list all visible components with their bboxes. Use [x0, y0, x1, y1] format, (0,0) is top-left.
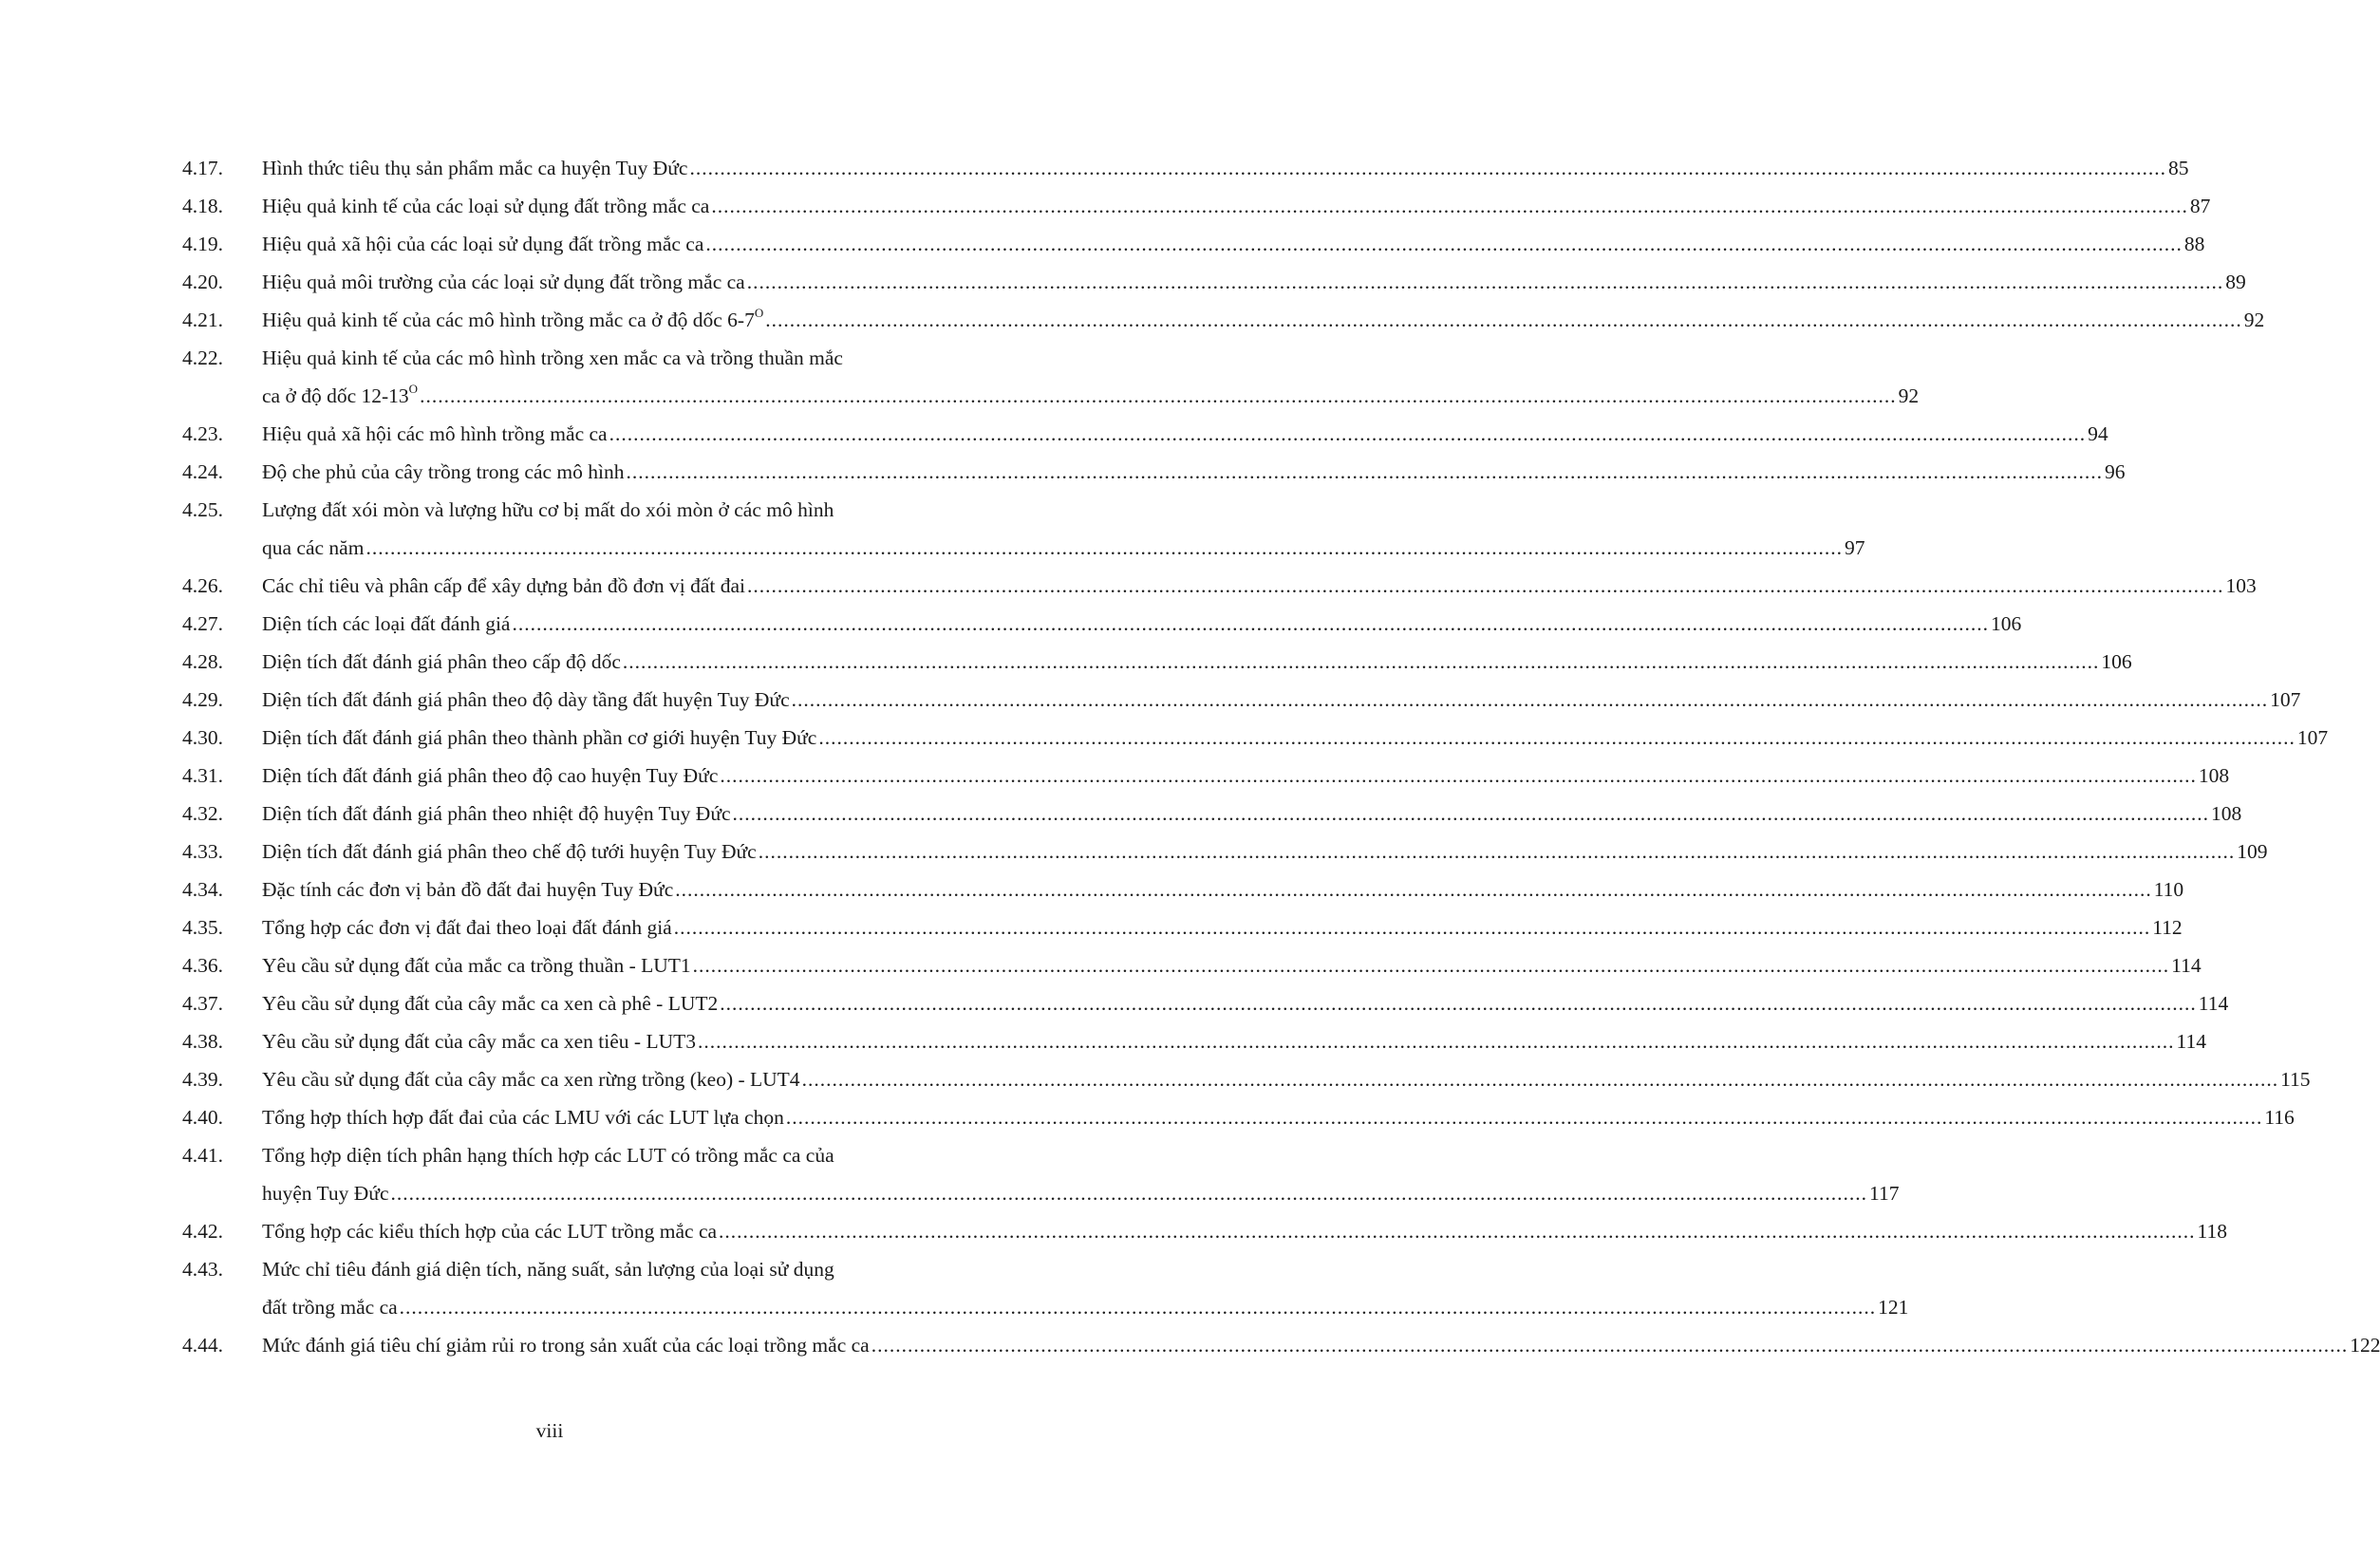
toc-entry-title-text: Yêu cầu sử dụng đất của cây mắc ca xen tiêu - LUT3 [262, 1030, 696, 1053]
toc-leader-dots [420, 377, 1897, 415]
toc-leader-dots [674, 908, 2151, 946]
toc-entry-page: 103 [2225, 574, 2257, 597]
toc-entry-page: 118 [2197, 1220, 2227, 1243]
toc-leader-dots [719, 1212, 2196, 1250]
toc-line [182, 908, 2183, 946]
toc-entry-page: 106 [1990, 612, 2022, 635]
toc-entry-page: 114 [2198, 992, 2229, 1015]
toc-entry[interactable] [182, 1136, 1900, 1212]
toc-entry[interactable] [182, 1022, 2206, 1060]
toc-entry[interactable] [182, 1212, 2227, 1250]
toc-entry-title-text: Mức đánh giá tiêu chí giảm rủi ro trong sản xuất của các loại trồng mắc ca [262, 1334, 870, 1357]
toc-entry-number: 4.31. [182, 764, 223, 787]
toc-entry-title [262, 1098, 784, 1136]
toc-entry-title-text: ca ở độ dốc 12-13 [262, 384, 409, 407]
toc-line [182, 377, 1920, 415]
toc-entry-page: 107 [2270, 688, 2301, 711]
toc-entry-number: 4.22. [182, 346, 223, 369]
toc-entry-title-text: Mức chỉ tiêu đánh giá diện tích, năng suất, sản lượng của loại sử dụng [262, 1258, 834, 1281]
toc-entry-number: 4.28. [182, 650, 223, 673]
toc-entry-number: 4.43. [182, 1258, 223, 1281]
toc-entry[interactable] [182, 149, 2189, 187]
toc-entry-title-text: Độ che phủ của cây trồng trong các mô hình [262, 460, 625, 483]
toc-entry[interactable] [182, 187, 2211, 225]
toc-leader-dots [792, 681, 2269, 719]
toc-entry-number: 4.30. [182, 726, 223, 749]
toc-entry-title [262, 908, 672, 946]
toc-entry-page: 94 [2088, 422, 2108, 445]
toc-entry-number: 4.26. [182, 574, 223, 597]
toc-entry-page: 116 [2264, 1106, 2295, 1129]
toc-entry-page: 85 [2167, 157, 2189, 179]
toc-line [182, 225, 2205, 263]
toc-entry-title-text: qua các năm [262, 536, 365, 559]
toc-entry-page: 106 [2101, 650, 2132, 673]
toc-entry-page: 114 [2171, 954, 2202, 977]
toc-entry-title [262, 757, 718, 795]
toc-line [182, 1326, 2380, 1364]
toc-entry-title-text: Lượng đất xói mòn và lượng hữu cơ bị mất do xói mòn ở các mô hình [262, 498, 834, 521]
toc-entry-title [262, 1174, 389, 1212]
toc-entry-title [262, 415, 608, 453]
toc-leader-dots [786, 1098, 2263, 1136]
toc-entry-title [262, 529, 364, 567]
toc-entry-title-text: Tổng hợp các kiểu thích hợp của các LUT trồng mắc ca [262, 1220, 718, 1243]
toc-line [182, 946, 2202, 984]
toc-line [182, 1098, 2295, 1136]
toc-leader-dots [818, 719, 2296, 757]
toc-entry-title-text: huyện Tuy Đức [262, 1182, 389, 1205]
toc-line [182, 263, 2246, 301]
toc-leader-dots [711, 187, 2188, 225]
toc-entry-superscript: O [754, 305, 764, 320]
toc-entry[interactable] [182, 908, 2183, 946]
toc-leader-dots [391, 1174, 1868, 1212]
toc-entry-number: 4.20. [182, 271, 223, 293]
toc-entry-page: 117 [1869, 1182, 1900, 1205]
toc-entry[interactable] [182, 946, 2202, 984]
toc-entry-title [262, 643, 621, 681]
toc-entry-title-text: Tổng hợp các đơn vị đất đai theo loại đất đánh giá [262, 916, 672, 939]
toc-line [182, 1250, 972, 1288]
toc-entry-title [262, 719, 816, 757]
page-number: viii [535, 1419, 564, 1442]
toc-entry-title [262, 1288, 398, 1326]
toc-line [182, 301, 2265, 339]
toc-entry-title-text: Hiệu quả môi trường của các loại sử dụng đất trồng mắc ca [262, 271, 745, 293]
toc-leader-dots [720, 984, 2197, 1022]
toc-entry-page: 96 [2105, 460, 2126, 483]
toc-entry-title [262, 1022, 696, 1060]
toc-entry-title [262, 567, 745, 605]
toc-entry[interactable] [182, 1250, 1909, 1326]
toc-entry-title-text: Yêu cầu sử dụng đất của cây mắc ca xen cà phê - LUT2 [262, 992, 719, 1015]
toc-entry-page: 87 [2189, 195, 2211, 217]
toc-entry-title [262, 1326, 870, 1364]
toc-entry[interactable] [182, 567, 2257, 605]
toc-entry-title-text: Diện tích các loại đất đánh giá [262, 612, 511, 635]
toc-entry-title [262, 1136, 972, 1174]
toc-line [182, 1022, 2206, 1060]
toc-entry-number: 4.39. [182, 1068, 223, 1091]
toc-entry-title [262, 871, 673, 908]
toc-leader-dots [765, 301, 2242, 339]
toc-entry[interactable] [182, 263, 2246, 301]
toc-entry-title [262, 605, 510, 643]
toc-entry-page: 89 [2225, 271, 2246, 293]
toc-line [182, 567, 2257, 605]
toc-line [182, 871, 2184, 908]
toc-entry-title-text: Diện tích đất đánh giá phân theo độ cao huyện Tuy Đức [262, 764, 719, 787]
toc-entry[interactable] [182, 453, 2126, 491]
toc-entry[interactable] [182, 339, 1920, 415]
toc-entry-title [262, 1212, 717, 1250]
toc-entry[interactable] [182, 984, 2229, 1022]
toc-line [182, 529, 1865, 567]
toc-entry-page: 92 [2243, 309, 2265, 331]
toc-entry-title-text: Yêu cầu sử dụng đất của cây mắc ca xen rừng trồng (keo) - LUT4 [262, 1068, 800, 1091]
toc-entry-number: 4.36. [182, 954, 223, 977]
toc-line [182, 187, 2211, 225]
toc-entry[interactable] [182, 1060, 2311, 1098]
toc-entry-title [262, 453, 625, 491]
toc-leader-dots [747, 567, 2224, 605]
toc-entry[interactable] [182, 1326, 2380, 1364]
toc-entry-number: 4.27. [182, 612, 223, 635]
toc-line [182, 984, 2229, 1022]
toc-leader-dots [627, 453, 2104, 491]
toc-entry-title-text: Tổng hợp thích hợp đất đai của các LMU với các LUT lựa chọn [262, 1106, 784, 1129]
toc-entry-number: 4.18. [182, 195, 223, 217]
toc-entry[interactable] [182, 643, 2132, 681]
toc-entry-number: 4.23. [182, 422, 223, 445]
toc-entry-number: 4.29. [182, 688, 223, 711]
toc-entry-number: 4.40. [182, 1106, 223, 1129]
toc-entry-page: 109 [2237, 840, 2268, 863]
toc-entry-title-text: Hiệu quả kinh tế của các mô hình trồng mắc ca ở độ dốc 6-7 [262, 309, 755, 331]
toc-leader-dots [365, 529, 1843, 567]
toc-entry-title-text: Diện tích đất đánh giá phân theo chế độ tưới huyện Tuy Đức [262, 840, 757, 863]
toc-entry[interactable] [182, 491, 1865, 567]
toc-entry[interactable] [182, 301, 2265, 339]
toc-leader-dots [720, 757, 2197, 795]
toc-entry[interactable] [182, 681, 2301, 719]
toc-leader-dots [623, 643, 2100, 681]
toc-entry-number: 4.34. [182, 878, 223, 901]
toc-line [182, 681, 2301, 719]
toc-leader-dots [802, 1060, 2279, 1098]
toc-entry-title-text: đất trồng mắc ca [262, 1296, 398, 1319]
toc-entry-number: 4.42. [182, 1220, 223, 1243]
toc-entry-number: 4.35. [182, 916, 223, 939]
toc-entry[interactable] [182, 719, 2329, 757]
toc-entry-title [262, 149, 687, 187]
toc-entry[interactable] [182, 605, 2022, 643]
toc-entry-title-text: Đặc tính các đơn vị bản đồ đất đai huyện Tuy Đức [262, 878, 674, 901]
toc-line [182, 149, 2189, 187]
toc-entry[interactable] [182, 795, 2242, 833]
toc-entry-title [262, 984, 718, 1022]
toc-entry-page: 122 [2350, 1334, 2380, 1357]
toc-leader-dots [871, 1326, 2349, 1364]
toc-leader-dots [400, 1288, 1877, 1326]
toc-line [182, 1288, 1909, 1326]
toc-entry-page: 107 [2296, 726, 2329, 749]
toc-entry[interactable] [182, 833, 2268, 871]
toc-entry-title [262, 339, 972, 377]
toc-line [182, 643, 2132, 681]
toc-entry-title-text: Hiệu quả xã hội các mô hình trồng mắc ca [262, 422, 608, 445]
toc-entry-title [262, 1060, 800, 1098]
toc-entry-title-text: Các chỉ tiêu và phân cấp để xây dựng bản đồ đơn vị đất đai [262, 574, 746, 597]
toc-entry-number: 4.24. [182, 460, 223, 483]
toc-line [182, 1212, 2227, 1250]
toc-entry-title [262, 946, 691, 984]
toc-entry-title [262, 681, 790, 719]
toc-line [182, 795, 2242, 833]
toc-entry-number: 4.21. [182, 309, 223, 331]
toc-entry-title-text: Hiệu quả kinh tế của các loại sử dụng đất trồng mắc ca [262, 195, 710, 217]
toc-line [182, 453, 2126, 491]
toc-entry-title-text: Diện tích đất đánh giá phân theo thành phần cơ giới huyện Tuy Đức [262, 726, 817, 749]
toc-entry-title-text: Diện tích đất đánh giá phân theo cấp độ dốc [262, 650, 621, 673]
toc-entry-title [262, 833, 757, 871]
toc-entry-title [262, 491, 972, 529]
toc-entry-page: 108 [2211, 802, 2242, 825]
toc-entry-title-text: Yêu cầu sử dụng đất của mắc ca trồng thuần - LUT1 [262, 954, 691, 977]
toc-entry[interactable] [182, 225, 2205, 263]
toc-line [182, 605, 2022, 643]
toc-entry-page: 115 [2280, 1068, 2311, 1091]
toc-entry-title [262, 795, 731, 833]
toc-entry-page: 121 [1878, 1296, 1909, 1319]
toc-leader-dots [609, 415, 2087, 453]
toc-entry-page: 112 [2152, 916, 2183, 939]
toc-entry[interactable] [182, 415, 2108, 453]
toc-entry-title-text: Hình thức tiêu thụ sản phẩm mắc ca huyện Tuy Đức [262, 157, 688, 179]
toc-line [182, 491, 972, 529]
toc-entry-page: 88 [2183, 233, 2205, 255]
toc-entry-number: 4.44. [182, 1334, 223, 1357]
toc-entry-title [262, 225, 703, 263]
toc-line [182, 1136, 972, 1174]
toc-entry-title-text: Hiệu quả xã hội của các loại sử dụng đất trồng mắc ca [262, 233, 704, 255]
toc-line [182, 757, 2230, 795]
toc-entry-title-text: Tổng hợp diện tích phân hạng thích hợp các LUT có trồng mắc ca của [262, 1144, 834, 1167]
toc-entry-title [262, 263, 745, 301]
toc-entry-title-text: Hiệu quả kinh tế của các mô hình trồng xen mắc ca và trồng thuần mắc [262, 346, 843, 369]
toc-entry-page: 110 [2153, 878, 2184, 901]
toc-leader-dots [705, 225, 2183, 263]
toc-line [182, 719, 2329, 757]
toc-entry-number: 4.37. [182, 992, 223, 1015]
toc-entry-title [262, 301, 763, 339]
toc-entry-title [262, 377, 418, 415]
table-of-contents [182, 149, 2380, 1364]
toc-entry-number: 4.25. [182, 498, 223, 521]
toc-line [182, 339, 972, 377]
toc-entry-number: 4.38. [182, 1030, 223, 1053]
toc-entry-page: 114 [2176, 1030, 2206, 1053]
toc-line [182, 415, 2108, 453]
toc-leader-dots [759, 833, 2236, 871]
toc-leader-dots [693, 946, 2170, 984]
toc-entry-number: 4.17. [182, 157, 223, 179]
toc-line [182, 1174, 1900, 1212]
toc-leader-dots [698, 1022, 2175, 1060]
toc-entry[interactable] [182, 871, 2184, 908]
toc-entry-page: 108 [2198, 764, 2230, 787]
toc-entry-number: 4.41. [182, 1144, 223, 1167]
toc-leader-dots [689, 149, 2166, 187]
toc-leader-dots [675, 871, 2152, 908]
toc-entry-superscript: O [408, 381, 419, 396]
toc-entry-title [262, 187, 709, 225]
toc-line [182, 1060, 2311, 1098]
toc-entry[interactable] [182, 757, 2230, 795]
toc-entry-number: 4.33. [182, 840, 223, 863]
toc-entry-number: 4.32. [182, 802, 223, 825]
toc-entry-number: 4.19. [182, 233, 223, 255]
toc-leader-dots [512, 605, 1989, 643]
toc-entry-title [262, 1250, 972, 1288]
toc-leader-dots [747, 263, 2224, 301]
toc-entry[interactable] [182, 1098, 2295, 1136]
toc-entry-title-text: Diện tích đất đánh giá phân theo nhiệt độ huyện Tuy Đức [262, 802, 731, 825]
toc-entry-page: 92 [1898, 384, 1920, 407]
toc-line [182, 833, 2268, 871]
toc-entry-page: 97 [1844, 536, 1865, 559]
toc-leader-dots [733, 795, 2210, 833]
toc-entry-title-text: Diện tích đất đánh giá phân theo độ dày tầng đất huyện Tuy Đức [262, 688, 790, 711]
